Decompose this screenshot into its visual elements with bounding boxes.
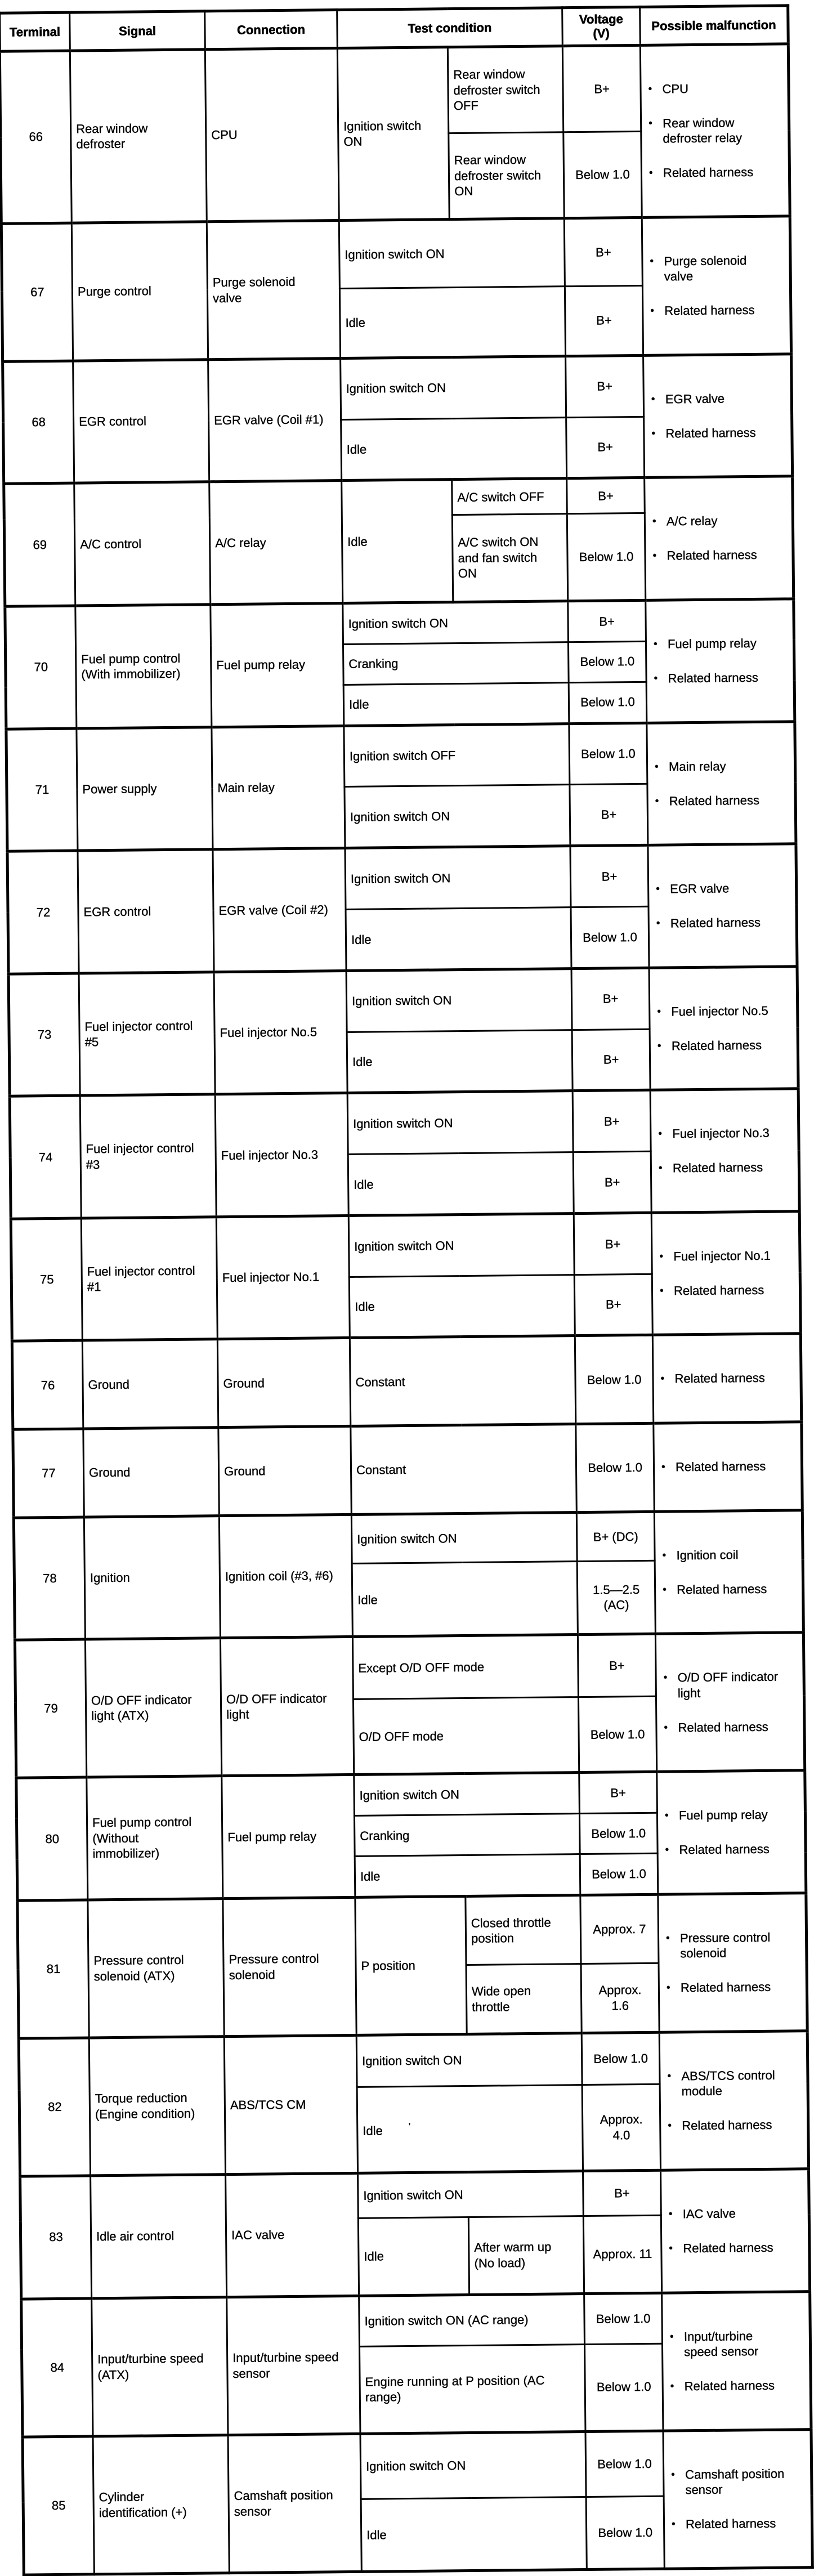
bullet-icon: • <box>651 427 656 440</box>
voltage-cell: Below 1.0 <box>579 1813 658 1854</box>
test-condition-sub-cell: A/C switch OFF <box>452 478 567 515</box>
voltage-cell: Below 1.0 <box>586 2496 664 2569</box>
connection-cell: CPU <box>205 48 339 221</box>
test-condition-cell: Except O/D OFF mode <box>352 1635 578 1700</box>
malfunction-list <box>659 1231 795 1316</box>
test-condition-sub-cell: Rear window defroster switch OFF <box>448 46 563 133</box>
connection-cell: Ignition coil (#3, #6) <box>219 1514 352 1638</box>
test-condition-sub-cell: Rear window defroster switch ON <box>449 132 564 219</box>
test-condition-cell: Constant <box>351 1424 576 1514</box>
malfunction-list <box>655 740 791 826</box>
bullet-icon: • <box>667 2070 672 2082</box>
terminal-number: 72 <box>7 851 79 974</box>
malfunction-list <box>665 1790 801 1875</box>
bullet-icon: • <box>648 167 653 179</box>
malfunction-list <box>648 63 785 198</box>
signal-cell: Pressure control solenoid (ATX) <box>88 1898 224 2037</box>
malfunction-item: • Related harness <box>655 793 760 808</box>
malfunction-cell <box>647 721 796 845</box>
connection-cell: Ground <box>218 1426 351 1515</box>
voltage-cell: Below 1.0 <box>576 1423 654 1512</box>
malfunction-item: • Related harness <box>663 1581 767 1597</box>
voltage-cell: Below 1.0 <box>584 2293 663 2345</box>
signal-cell: Fuel injector control #5 <box>79 972 215 1095</box>
voltage-cell: B+ <box>568 600 646 642</box>
terminal-number: 79 <box>15 1639 86 1778</box>
voltage-cell: Below 1.0 <box>575 1335 653 1424</box>
voltage-cell: B+ <box>573 1151 651 1213</box>
test-condition-cell: Idle ’ <box>357 2085 583 2173</box>
malfunction-item: • Purge solenoid valve <box>650 253 747 284</box>
malfunction-list <box>654 618 790 704</box>
malfunction-cell <box>642 216 791 356</box>
bullet-icon: • <box>652 515 656 528</box>
test-condition-cell: Idle <box>348 1152 574 1216</box>
voltage-cell: B+ <box>565 285 643 356</box>
bullet-icon: • <box>668 2208 673 2220</box>
bullet-icon: • <box>671 2518 676 2530</box>
malfunction-item: • Fuel pump relay <box>653 636 757 651</box>
bullet-icon: • <box>650 255 654 267</box>
test-condition-sub-cell: A/C switch ON and fan switch ON <box>452 514 567 602</box>
malfunction-item: • Related harness <box>654 670 758 686</box>
terminal-number: 67 <box>1 223 73 361</box>
connection-cell: Fuel pump relay <box>211 603 344 727</box>
malfunction-item: • Main relay <box>655 759 726 773</box>
test-condition-cell: Constant <box>350 1336 575 1426</box>
test-condition-cell: Ignition switch ON <box>360 2431 586 2499</box>
voltage-cell: Approx. 11 <box>583 2215 661 2293</box>
scanned-page <box>0 4 813 2576</box>
test-condition-cell: Ignition switch ON <box>354 1773 580 1815</box>
terminal-number: 70 <box>5 606 77 729</box>
voltage-cell: B+ <box>566 417 645 478</box>
test-condition-cell: Ignition switch ON (AC range) <box>359 2293 585 2346</box>
col-header-signal: Signal <box>70 11 205 51</box>
malfunction-item: • Related harness <box>671 2516 776 2532</box>
malfunction-item: • Related harness <box>670 2378 775 2394</box>
malfunction-item: • ABS/TCS control module <box>667 2068 775 2099</box>
signal-cell: Purge control <box>71 221 208 360</box>
bullet-icon: • <box>655 761 659 773</box>
voltage-cell: B+ <box>570 845 648 907</box>
test-condition-left-cell: Idle <box>342 480 453 603</box>
test-condition-cell: Ignition switch OFF <box>344 723 570 787</box>
bullet-icon: • <box>653 638 658 650</box>
malfunction-list <box>650 235 786 336</box>
test-condition-cell: Cranking <box>343 642 569 685</box>
signal-cell: EGR control <box>73 360 209 484</box>
connection-cell: Pressure control solenoid <box>223 1897 356 2036</box>
bullet-icon: • <box>648 83 652 95</box>
voltage-cell: Below 1.0 <box>569 682 647 723</box>
terminal-number: 78 <box>14 1517 85 1640</box>
test-condition-cell: Ignition switch ON <box>346 968 572 1032</box>
malfunction-list <box>657 986 793 1071</box>
terminal-number: 74 <box>10 1095 81 1219</box>
bullet-icon: • <box>662 1549 667 1562</box>
malfunction-item: • Related harness <box>661 1459 766 1474</box>
voltage-cell: Below 1.0 <box>568 641 646 682</box>
signal-cell: Idle air control <box>91 2175 227 2298</box>
terminal-number: 69 <box>4 483 75 606</box>
malfunction-cell <box>643 354 793 478</box>
signal-cell: Ground <box>83 1428 219 1517</box>
malfunction-item: • EGR valve <box>651 391 725 406</box>
connection-cell: Main relay <box>212 726 345 849</box>
malfunction-item: • Related harness <box>668 2118 772 2133</box>
voltage-cell: B+ <box>567 478 645 514</box>
bullet-icon: • <box>659 1285 664 1297</box>
voltage-cell: Approx. 4.0 <box>582 2085 660 2171</box>
voltage-cell: B+ <box>574 1274 652 1336</box>
bullet-icon: • <box>664 1809 669 1822</box>
bullet-icon: • <box>652 550 657 562</box>
col-header-voltage: Voltage (V) <box>562 7 641 46</box>
test-condition-cell: Idle <box>352 1562 578 1637</box>
bullet-icon: • <box>663 1584 667 1596</box>
malfunction-item: • Rear window defroster relay <box>648 115 743 146</box>
malfunction-cell <box>657 1770 806 1894</box>
signal-cell: Input/turbine speed (ATX) <box>92 2297 228 2436</box>
terminal-number: 84 <box>21 2298 93 2436</box>
connection-cell: EGR valve (Coil #2) <box>213 848 346 972</box>
malfunction-list <box>656 863 792 949</box>
col-header-test-condition: Test condition <box>337 8 563 48</box>
test-condition-cell: Ignition switch ON <box>358 2171 584 2218</box>
terminal-number: 85 <box>23 2436 94 2574</box>
malfunction-cell <box>646 599 795 723</box>
signal-cell: Power supply <box>77 727 213 851</box>
terminal-number: 73 <box>8 973 80 1097</box>
connection-cell: Purge solenoid valve <box>207 220 340 359</box>
test-condition-left-cell: Idle <box>358 2217 469 2296</box>
malfunction-item: • A/C relay <box>652 513 718 529</box>
malfunction-item: • EGR valve <box>656 881 730 896</box>
malfunction-cell <box>654 1422 802 1511</box>
malfunction-item: • Related harness <box>666 1980 771 1995</box>
bullet-icon: • <box>665 1932 670 1944</box>
test-condition-left-cell: P position <box>355 1896 467 2035</box>
malfunction-item: • Related harness <box>650 303 755 318</box>
terminal-number: 76 <box>12 1340 83 1429</box>
test-condition-sub-cell: Closed throttle position <box>466 1895 581 1965</box>
malfunction-cell <box>662 2291 811 2431</box>
test-condition-sub-cell: After warm up (No load) <box>468 2216 584 2295</box>
voltage-cell: Approx. 7 <box>580 1894 659 1964</box>
malfunction-cell <box>663 2429 812 2569</box>
voltage-cell: Below 1.0 <box>571 906 649 968</box>
bullet-icon: • <box>663 1671 668 1684</box>
connection-cell: Ground <box>217 1338 350 1428</box>
test-condition-cell: Idle <box>349 1274 575 1338</box>
test-condition-cell: Ignition switch ON <box>356 2033 582 2087</box>
signal-cell: O/D OFF indicator light (ATX) <box>85 1638 221 1777</box>
malfunction-list <box>667 2050 804 2151</box>
test-condition-cell: Ignition switch ON <box>343 601 569 645</box>
voltage-cell: B+ <box>571 968 650 1030</box>
malfunction-cell <box>651 1211 800 1335</box>
malfunction-cell <box>649 966 798 1090</box>
voltage-cell: B+ <box>572 1029 650 1091</box>
voltage-cell: Below 1.0 <box>563 132 642 218</box>
test-condition-cell: Idle <box>341 417 567 481</box>
connection-cell: IAC valve <box>226 2173 359 2297</box>
voltage-cell: B+ <box>564 217 642 287</box>
terminal-number: 75 <box>11 1218 82 1341</box>
bullet-icon: • <box>660 1373 665 1385</box>
bullet-icon: • <box>657 1005 661 1018</box>
connection-cell: EGR valve (Coil #1) <box>208 358 342 482</box>
voltage-cell: B+ <box>570 784 648 846</box>
voltage-cell: B+ <box>562 45 641 132</box>
voltage-cell: Below 1.0 <box>567 513 645 601</box>
malfunction-item: • Camshaft position sensor <box>671 2466 785 2497</box>
test-condition-cell: Ignition switch ON <box>341 356 566 419</box>
voltage-cell: 1.5—2.5 (AC) <box>577 1561 655 1635</box>
connection-cell: Fuel pump relay <box>222 1775 355 1899</box>
malfunction-list <box>661 1441 798 1492</box>
malfunction-cell <box>655 1633 804 1772</box>
terminal-number: 71 <box>6 728 78 852</box>
voltage-cell: B+ <box>583 2170 661 2216</box>
terminal-number: 82 <box>19 2038 90 2176</box>
signal-cell: A/C control <box>74 482 211 606</box>
malfunction-list <box>651 373 787 459</box>
terminal-number: 81 <box>17 1900 89 2038</box>
voltage-cell: B+ (DC) <box>576 1511 655 1562</box>
voltage-cell: Below 1.0 <box>580 1854 658 1895</box>
voltage-cell: Approx. 1.6 <box>581 1964 659 2033</box>
connection-cell: Fuel injector No.1 <box>216 1215 350 1339</box>
bullet-icon: • <box>669 2331 674 2343</box>
signal-cell: Fuel injector control #1 <box>81 1217 217 1341</box>
bullet-icon: • <box>650 305 655 317</box>
malfunction-cell <box>650 1089 799 1213</box>
test-condition-cell: Ignition switch ON <box>345 846 571 910</box>
malfunction-cell <box>652 1334 801 1423</box>
voltage-cell: Below 1.0 <box>582 2032 660 2085</box>
terminal-voltage-table <box>0 4 814 2576</box>
malfunction-list <box>658 1108 794 1193</box>
voltage-cell: Below 1.0 <box>569 723 647 785</box>
signal-cell: Rear window defroster <box>70 49 207 222</box>
connection-cell: A/C relay <box>209 481 343 605</box>
malfunction-cell <box>648 844 797 968</box>
malfunction-cell <box>640 43 790 217</box>
malfunction-item: • Ignition coil <box>662 1547 739 1562</box>
malfunction-item: • Related harness <box>669 2240 773 2256</box>
malfunction-item: • Input/turbine speed sensor <box>669 2328 759 2359</box>
malfunction-item: • Related harness <box>659 1282 764 1298</box>
test-condition-cell: Ignition switch ON <box>347 1091 573 1155</box>
signal-cell: Cylinder identification (+) <box>93 2435 229 2574</box>
malfunction-cell <box>645 476 794 600</box>
bullet-icon: • <box>648 117 652 129</box>
voltage-cell: B+ <box>566 355 644 417</box>
connection-cell: Fuel injector No.5 <box>214 971 347 1094</box>
bullet-icon: • <box>666 1982 670 1994</box>
signal-cell: Ground <box>82 1339 218 1429</box>
test-condition-cell: Engine running at P position (AC range) <box>360 2344 585 2433</box>
malfunction-list <box>668 2188 804 2274</box>
col-header-possible-malfunction: Possible malfunction <box>640 6 789 45</box>
test-condition-cell: Idle <box>339 287 565 359</box>
bullet-icon: • <box>657 1040 661 1052</box>
bullet-icon: • <box>655 795 659 807</box>
voltage-cell: B+ <box>579 1772 658 1813</box>
malfunction-cell <box>654 1510 803 1634</box>
bullet-icon: • <box>671 2468 675 2481</box>
terminal-number: 77 <box>13 1429 84 1518</box>
malfunction-item: • Related harness <box>664 1719 768 1735</box>
test-condition-cell: Idle <box>346 907 571 971</box>
connection-cell: O/D OFF indicator light <box>220 1637 354 1776</box>
malfunction-item: • Related harness <box>657 1037 762 1053</box>
col-header-connection: Connection <box>205 10 338 50</box>
test-condition-cell: Ignition switch ON <box>351 1512 577 1564</box>
terminal-number: 83 <box>20 2176 92 2299</box>
malfunction-cell <box>659 2031 808 2171</box>
test-condition-cell: Ignition switch ON <box>339 218 565 288</box>
test-condition-cell: Idle <box>343 682 569 726</box>
voltage-cell: B+ <box>573 1090 651 1152</box>
bullet-icon: • <box>665 1844 669 1856</box>
terminal-number: 66 <box>0 51 71 223</box>
test-condition-cell: Ignition switch ON <box>348 1214 574 1277</box>
bullet-icon: • <box>664 1721 668 1734</box>
malfunction-list <box>663 1652 800 1752</box>
malfunction-item: • Pressure control solenoid <box>665 1930 771 1961</box>
test-condition-sub-cell: Wide open throttle <box>466 1964 582 2034</box>
malfunction-item: • Related harness <box>656 915 761 931</box>
malfunction-item: • O/D OFF indicator light <box>663 1669 779 1701</box>
scan-artifact-mark: ’ <box>408 2121 411 2132</box>
bullet-icon: • <box>658 1128 663 1140</box>
malfunction-item: • Related harness <box>648 165 754 180</box>
malfunction-item: • Related harness <box>652 548 757 563</box>
test-condition-cell: Idle <box>361 2497 587 2571</box>
terminal-number: 80 <box>16 1777 88 1900</box>
malfunction-item: • Fuel pump relay <box>664 1808 768 1823</box>
malfunction-list <box>671 2448 808 2549</box>
malfunction-item: • Related harness <box>651 425 756 441</box>
voltage-cell: B+ <box>574 1213 652 1274</box>
voltage-cell: Below 1.0 <box>585 2431 664 2497</box>
malfunction-item: • Related harness <box>658 1160 763 1175</box>
connection-cell: ABS/TCS CM <box>224 2035 357 2174</box>
malfunction-cell <box>661 2169 810 2293</box>
malfunction-list <box>662 1529 798 1615</box>
bullet-icon: • <box>668 2119 672 2132</box>
signal-cell: Ignition <box>84 1515 220 1639</box>
voltage-cell: B+ <box>578 1634 656 1697</box>
bullet-icon: • <box>656 883 660 895</box>
test-condition-cell: O/D OFF mode <box>353 1697 579 1775</box>
signal-cell: Fuel injector control #3 <box>80 1094 216 1218</box>
bullet-icon: • <box>659 1250 664 1263</box>
bullet-icon: • <box>670 2380 674 2392</box>
malfunction-list <box>666 1912 803 2013</box>
bullet-icon: • <box>669 2242 673 2255</box>
test-condition-cell: Ignition switch ON <box>345 785 570 848</box>
malfunction-item: • Fuel injector No.1 <box>659 1248 771 1264</box>
voltage-cell: Below 1.0 <box>585 2344 663 2431</box>
signal-cell: Fuel pump control (With immobilizer) <box>75 605 212 728</box>
voltage-cell: Below 1.0 <box>578 1697 656 1773</box>
malfunction-item: • Fuel injector No.5 <box>657 1003 768 1019</box>
malfunction-item: • Related harness <box>665 1842 770 1857</box>
malfunction-item: • CPU <box>648 81 689 96</box>
malfunction-item: • IAC valve <box>668 2206 736 2221</box>
malfunction-item: • Related harness <box>660 1371 765 1386</box>
terminal-number: 68 <box>3 361 74 484</box>
bullet-icon: • <box>651 393 655 405</box>
bullet-icon: • <box>658 1162 663 1175</box>
connection-cell: Input/turbine speed sensor <box>227 2296 360 2435</box>
connection-cell: Fuel injector No.3 <box>215 1093 348 1217</box>
malfunction-item: • Fuel injector No.3 <box>658 1126 770 1141</box>
malfunction-list <box>669 2310 806 2411</box>
test-condition-cell: Cranking <box>354 1813 580 1856</box>
signal-cell: Fuel pump control (Without immobilizer) <box>87 1776 223 1900</box>
malfunction-cell <box>658 1893 807 2033</box>
bullet-icon: • <box>661 1461 665 1473</box>
signal-cell: Torque reduction (Engine condition) <box>89 2037 225 2176</box>
test-condition-left-cell: Ignition switch ON <box>337 47 449 220</box>
malfunction-list <box>652 495 789 581</box>
col-header-terminal: Terminal <box>0 12 70 51</box>
malfunction-list <box>660 1353 797 1404</box>
test-condition-cell: Idle <box>347 1030 573 1093</box>
test-condition-cell: Idle <box>355 1854 580 1897</box>
bullet-icon: • <box>656 917 660 929</box>
bullet-icon: • <box>654 672 658 685</box>
signal-cell: EGR control <box>78 849 214 973</box>
connection-cell: Camshaft position sensor <box>228 2434 361 2573</box>
